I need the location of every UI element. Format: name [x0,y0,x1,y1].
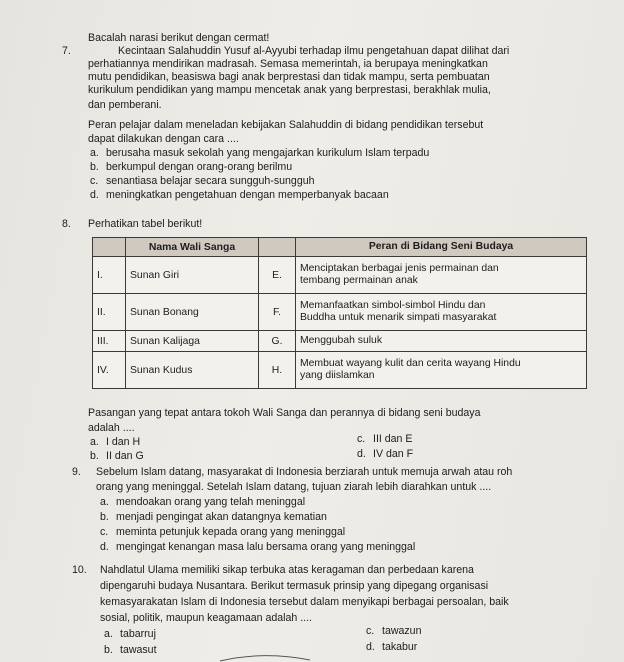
option-text: mengingat kenangan masa lalu bersama orang yang meninggal [116,541,416,553]
description-line: Membuat wayang kulit dan cerita wayang Hindu [300,358,521,369]
q7-narrative-line-3: mutu pendidikan, beasiswa bagi anak berprestasi dan tidak mampu, serta pembuatan [88,71,490,83]
row-description [296,257,587,294]
row-name: Sunan Kalijaga [126,331,259,352]
q7-instruction: Bacalah narasi berikut dengan cermat! [88,32,270,44]
description-line: Menggubah suluk [300,335,383,346]
q9-option-c[interactable] [100,526,345,538]
option-letter: d. [357,448,366,460]
option-letter: b. [90,450,99,462]
q8-option-c[interactable] [357,433,412,445]
row-number: II. [93,294,126,331]
row-number: III. [93,331,126,352]
row-description [296,331,587,352]
q8-instruction: Perhatikan tabel berikut! [88,218,203,230]
row-letter: G. [259,331,296,352]
q8-option-d[interactable] [357,448,413,460]
q9-option-b[interactable] [100,511,327,523]
option-letter: d. [100,541,109,553]
option-text: mendoakan orang yang telah meninggal [116,496,306,508]
q9-number: 9. [72,466,81,478]
option-letter: c. [90,175,99,187]
row-name: Sunan Kudus [126,352,259,389]
table-header-row [93,238,587,257]
option-letter: d. [366,641,375,653]
option-text: berkumpul dengan orang-orang berilmu [106,161,293,173]
table-row [93,257,587,294]
option-text: berusaha masuk sekolah yang mengajarkan kurikulum Islam terpadu [106,147,430,159]
q7-narrative-line-2: perhatiannya mendirikan madrasah. Semasa memerintah, ia berupaya meningkatkan [88,58,488,70]
q8-question-line-2: adalah .... [88,422,135,434]
option-letter: c. [100,526,109,538]
row-number: I. [93,257,126,294]
table-row [93,352,587,389]
q7-question-line-1: Peran pelajar dalam meneladan kebijakan Salahuddin di bidang pendidikan tersebut [88,119,484,131]
row-description [296,294,587,331]
q7-narrative-line-5: dan pemberani. [88,99,162,111]
table-row [93,294,587,331]
option-text: II dan G [106,450,144,462]
header-empty-cell [93,238,126,257]
option-text: takabur [382,641,418,653]
q10-question-line-3: kemasyarakatan Islam di Indonesia tersebut dalam menyikapi berbagai persoalan, baik [100,596,509,608]
wali-sanga-table [92,237,587,389]
option-letter: a. [90,436,99,448]
option-text: meminta petunjuk kepada orang yang meninggal [116,526,346,538]
option-letter: b. [90,161,99,173]
option-letter: c. [357,433,366,445]
option-letter: c. [366,625,375,637]
q10-option-c[interactable] [366,625,421,637]
option-text: I dan H [106,436,141,448]
q7-question-line-2: dapat dilakukan dengan cara .... [88,133,239,145]
option-text: tawasut [120,644,157,656]
row-name: Sunan Giri [126,257,259,294]
option-letter: b. [100,511,109,523]
header-role: Peran di Bidang Seni Budaya [296,238,587,257]
description-line: Buddha untuk menarik simpati masyarakat [300,312,497,323]
row-description [296,352,587,389]
q7-narrative-line-4: kurikulum pendidikan yang mampu mencetak anak yang berprestasi, berakhlak mulia, [88,84,491,96]
description-line: yang diislamkan [300,370,375,381]
row-letter: F. [259,294,296,331]
q7-option-c[interactable] [90,175,315,187]
q7-narrative-line-1: Kecintaan Salahuddin Yusuf al-Ayyubi terhadap ilmu pengetahuan dapat dilihat dari [118,45,510,57]
header-name: Nama Wali Sanga [126,238,259,257]
q9-option-a[interactable] [100,496,305,508]
q9-question-line-1: Sebelum Islam datang, masyarakat di Indonesia berziarah untuk memuja arwah atau roh [96,466,513,478]
option-letter: a. [100,496,109,508]
row-number: IV. [93,352,126,389]
option-letter: a. [90,147,99,159]
q9-option-d[interactable] [100,541,415,553]
row-letter: E. [259,257,296,294]
description-line: Menciptakan berbagai jenis permainan dan [300,263,499,274]
description-line: Memanfaatkan simbol-simbol Hindu dan [300,300,486,311]
q7-option-d[interactable] [90,189,389,201]
q8-option-b[interactable] [90,450,144,462]
q8-number: 8. [62,218,71,230]
table-row [93,331,587,352]
q10-number: 10. [72,564,87,576]
description-line: tembang permainan anak [300,275,418,286]
q10-question-line-4: sosial, politik, maupun keagamaan adalah .... [100,612,313,624]
option-text: menjadi pengingat akan datangnya kematian [116,511,327,523]
option-text: IV dan F [373,448,414,460]
q7-number: 7. [62,45,71,57]
q8-option-a[interactable] [90,436,140,448]
option-text: senantiasa belajar secara sungguh-sungguh [106,175,315,187]
q8-question-line-1: Pasangan yang tepat antara tokoh Wali Sanga dan perannya di bidang seni budaya [88,407,481,419]
q7-option-a[interactable] [90,147,429,159]
option-letter: d. [90,189,99,201]
q7-option-b[interactable] [90,161,292,173]
row-letter: H. [259,352,296,389]
row-name: Sunan Bonang [126,294,259,331]
q10-question-line-1: Nahdlatul Ulama memiliki sikap terbuka atas keragaman dan perbedaan karena [100,564,474,576]
header-empty-cell [259,238,296,257]
q10-option-a[interactable] [104,628,156,640]
q9-question-line-2: orang yang meninggal. Setelah Islam datang, tujuan ziarah lebih diarahkan untuk .... [96,481,492,493]
pen-scribble-mark [20,648,580,662]
option-letter: a. [104,628,113,640]
option-letter: b. [104,644,113,656]
option-text: meningkatkan pengetahuan dengan memperbanyak bacaan [106,189,389,201]
q10-question-line-2: dipengaruhi budaya Nusantara. Berikut termasuk prinsip yang dipegang organisasi [100,580,489,592]
option-text: tabarruj [120,628,156,640]
option-text: III dan E [373,433,413,445]
option-text: tawazun [382,625,422,637]
